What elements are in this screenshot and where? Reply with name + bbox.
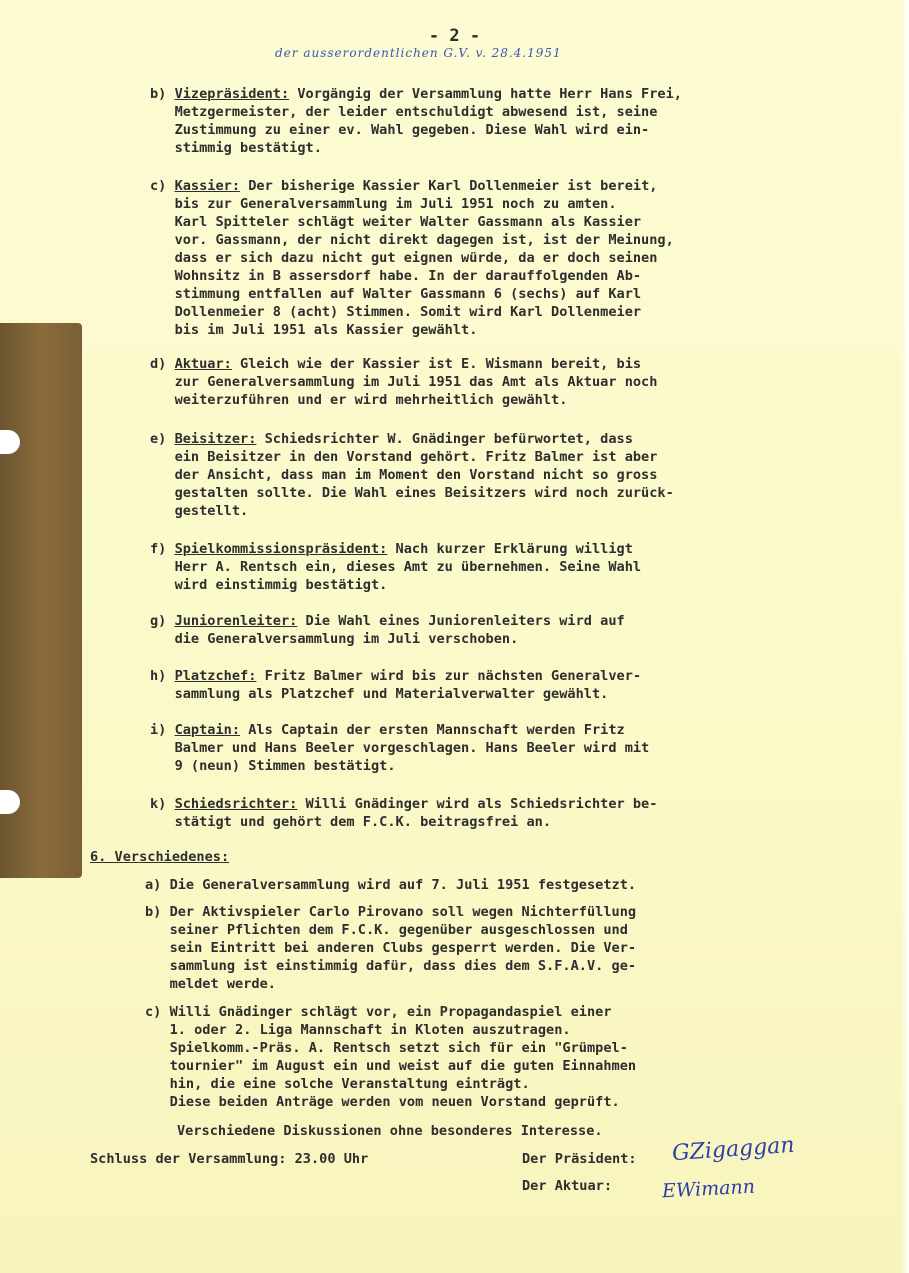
item-text: weiterzuführen und er wird mehrheitlich gewählt. bbox=[174, 392, 568, 408]
president-label: Der Präsident: bbox=[522, 1151, 637, 1167]
item-text: stimmung entfallen auf Walter Gassmann 6 (sechs) auf Karl bbox=[174, 286, 642, 302]
item-text: seiner Pflichten dem F.C.K. gegenüber ausgeschlossen und bbox=[169, 922, 628, 938]
item-text: hin, die eine solche Veranstaltung einträgt. bbox=[169, 1076, 530, 1092]
item-heading: Schiedsrichter: bbox=[174, 796, 298, 812]
item-text: bis zur Generalversammlung im Juli 1951 noch zu amten. bbox=[174, 196, 617, 212]
closing-time: Schluss der Versammlung: 23.00 Uhr bbox=[90, 1151, 369, 1167]
item-text: Schiedsrichter W. Gnädinger befürwortet, dass bbox=[256, 431, 633, 447]
item-text: stimmig bestätigt. bbox=[174, 140, 322, 156]
item-marker: b) bbox=[145, 904, 162, 920]
item-marker: e) bbox=[150, 431, 167, 447]
item-text: Dollenmeier 8 (acht) Stimmen. Somit wird Karl Dollenmeier bbox=[174, 304, 642, 320]
item-text: Karl Spitteler schlägt weiter Walter Gassmann als Kassier bbox=[174, 214, 642, 230]
item-marker: i) bbox=[150, 722, 167, 738]
item-text: Der bisherige Kassier Karl Dollenmeier ist bereit, bbox=[240, 178, 658, 194]
item-marker: f) bbox=[150, 541, 167, 557]
item-marker: k) bbox=[150, 796, 167, 812]
item-i-captain bbox=[150, 721, 649, 775]
item-marker: b) bbox=[150, 86, 167, 102]
item-e-beisitzer bbox=[150, 430, 674, 520]
section-heading-verschiedenes: 6. Verschiedenes: bbox=[90, 849, 230, 865]
item-heading: Aktuar: bbox=[174, 356, 232, 372]
item-text: tournier" im August ein und weist auf die guten Einnahmen bbox=[169, 1058, 637, 1074]
item-marker: a) bbox=[145, 877, 162, 893]
item-text: Die Generalversammlung wird auf 7. Juli 1951 festgesetzt. bbox=[169, 877, 637, 893]
item-g-juniorenleiter bbox=[150, 612, 625, 648]
section6-item-b bbox=[145, 903, 636, 993]
item-text: Zustimmung zu einer ev. Wahl gegeben. Diese Wahl wird ein- bbox=[174, 122, 650, 138]
item-text: Fritz Balmer wird bis zur nächsten Generalver- bbox=[256, 668, 642, 684]
item-text: sammlung als Platzchef und Materialverwalter gewählt. bbox=[174, 686, 609, 702]
item-text: stätigt und gehört dem F.C.K. beitragsfrei an. bbox=[174, 814, 552, 830]
item-heading: Spielkommissionspräsident: bbox=[174, 541, 388, 557]
item-text: Die Wahl eines Juniorenleiters wird auf bbox=[297, 613, 625, 629]
item-text: vor. Gassmann, der nicht direkt dagegen ist, ist der Meinung, bbox=[174, 232, 674, 248]
section6-item-c bbox=[145, 1003, 636, 1111]
item-k-schiedsrichter bbox=[150, 795, 657, 831]
item-text: wird einstimmig bestätigt. bbox=[174, 577, 388, 593]
president-signature: GZigaggan bbox=[671, 1132, 796, 1167]
item-text: 1. oder 2. Liga Mannschaft in Kloten auszutragen. bbox=[169, 1022, 571, 1038]
item-text: gestellt. bbox=[174, 503, 249, 519]
item-text: Diese beiden Anträge werden vom neuen Vorstand geprüft. bbox=[169, 1094, 620, 1110]
item-text: Spielkomm.-Präs. A. Rentsch setzt sich für ein "Grümpel- bbox=[169, 1040, 628, 1056]
item-text: Balmer und Hans Beeler vorgeschlagen. Hans Beeler wird mit bbox=[174, 740, 650, 756]
item-text: 9 (neun) Stimmen bestätigt. bbox=[174, 758, 396, 774]
item-text: bis im Juli 1951 als Kassier gewählt. bbox=[174, 322, 478, 338]
handwritten-note: der ausserordentlichen G.V. v. 28.4.1951 bbox=[275, 46, 562, 60]
item-text: meldet werde. bbox=[169, 976, 276, 992]
section6-item-a bbox=[145, 876, 636, 894]
item-c-kassier bbox=[150, 177, 674, 339]
item-text: Herr A. Rentsch ein, dieses Amt zu übernehmen. Seine Wahl bbox=[174, 559, 642, 575]
item-text: dass er sich dazu nicht gut eignen würde, da er doch seinen bbox=[174, 250, 658, 266]
item-text: ein Beisitzer in den Vorstand gehört. Fritz Balmer ist aber bbox=[174, 449, 658, 465]
aktuar-label: Der Aktuar: bbox=[522, 1178, 613, 1194]
item-text: Vorgängig der Versammlung hatte Herr Hans Frei, bbox=[289, 86, 682, 102]
misc-discussion-line: Verschiedene Diskussionen ohne besonderes Interesse. bbox=[177, 1123, 603, 1139]
item-marker: g) bbox=[150, 613, 167, 629]
item-heading: Captain: bbox=[174, 722, 241, 738]
item-d-aktuar bbox=[150, 355, 657, 409]
item-text: die Generalversammlung im Juli verschoben. bbox=[174, 631, 519, 647]
item-marker: d) bbox=[150, 356, 167, 372]
item-text: Der Aktivspieler Carlo Pirovano soll wegen Nichterfüllung bbox=[169, 904, 637, 920]
paper-edge bbox=[901, 0, 909, 1273]
item-b-vizepraesident bbox=[150, 85, 682, 157]
item-h-platzchef bbox=[150, 667, 641, 703]
item-heading: Kassier: bbox=[174, 178, 241, 194]
item-heading: Vizepräsident: bbox=[174, 86, 290, 102]
item-text: sein Eintritt bei anderen Clubs gesperrt werden. Die Ver- bbox=[169, 940, 637, 956]
item-marker: c) bbox=[145, 1004, 162, 1020]
item-marker: c) bbox=[150, 178, 167, 194]
item-text: Willi Gnädinger wird als Schiedsrichter be- bbox=[297, 796, 658, 812]
item-text: zur Generalversammlung im Juli 1951 das Amt als Aktuar noch bbox=[174, 374, 658, 390]
item-heading: Beisitzer: bbox=[174, 431, 257, 447]
item-f-spielkommission bbox=[150, 540, 641, 594]
item-text: gestalten sollte. Die Wahl eines Beisitzers wird noch zurück- bbox=[174, 485, 674, 501]
item-heading: Juniorenleiter: bbox=[174, 613, 298, 629]
item-text: Metzgermeister, der leider entschuldigt abwesend ist, seine bbox=[174, 104, 658, 120]
item-text: der Ansicht, dass man im Moment den Vorstand nicht so gross bbox=[174, 467, 658, 483]
aktuar-signature: EWimann bbox=[661, 1175, 756, 1203]
item-text: Gleich wie der Kassier ist E. Wismann bereit, bis bbox=[231, 356, 642, 372]
item-text: Willi Gnädinger schlägt vor, ein Propagandaspiel einer bbox=[169, 1004, 612, 1020]
item-text: Als Captain der ersten Mannschaft werden Fritz bbox=[240, 722, 625, 738]
item-text: sammlung ist einstimmig dafür, dass dies dem S.F.A.V. ge- bbox=[169, 958, 637, 974]
page-number: - 2 - bbox=[428, 26, 481, 46]
item-text: Wohnsitz in B assersdorf habe. In der darauffolgenden Ab- bbox=[174, 268, 642, 284]
item-marker: h) bbox=[150, 668, 167, 684]
item-heading: Platzchef: bbox=[174, 668, 257, 684]
item-text: Nach kurzer Erklärung willigt bbox=[387, 541, 633, 557]
